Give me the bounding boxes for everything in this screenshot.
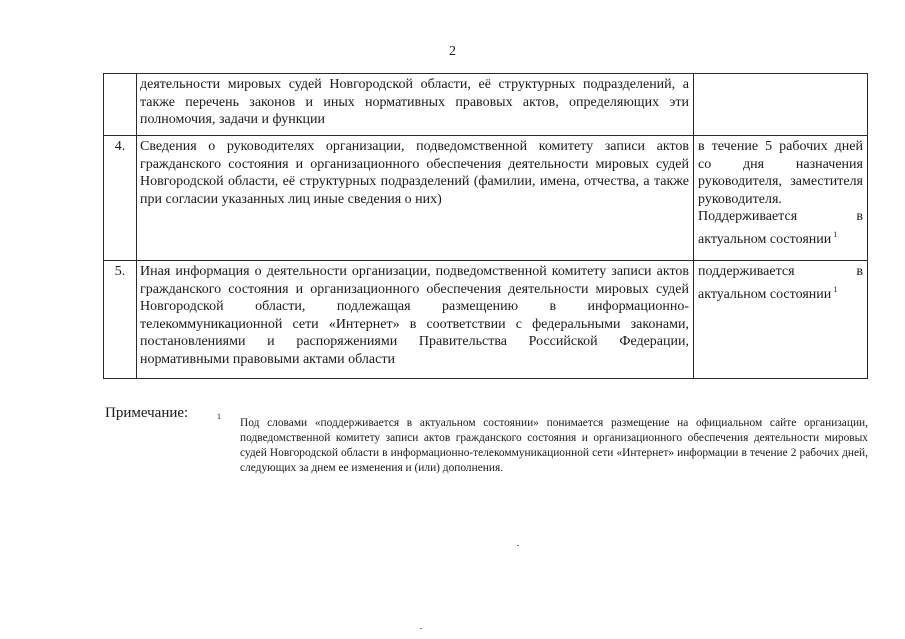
row-content: Иная информация о деятельности организации, подведомственной комитету записи актов гражданского состояния и организационного обеспечения деятельности мировых судей Новгородской области, подлежащая размещению в информационно-телекоммуникационной сети «Интернет» в соответствии с федеральными законами, постановлениями и распоряжениями Правительства Российской Федерации, нормативными правовыми актами области <box>137 261 694 379</box>
note-label: Примечание: <box>105 405 189 421</box>
term-maintenance <box>698 208 863 248</box>
page-number: 2 <box>449 44 456 59</box>
footnote-ref: 1 <box>833 284 838 294</box>
document-table <box>103 73 868 379</box>
term-deadline: в течение 5 рабочих дней со дня назначения руководителя, заместителя руководителя. <box>698 139 863 207</box>
row-number: 5. <box>104 261 137 379</box>
row-content: деятельности мировых судей Новгородской области, её структурных подразделений, а также перечень законов и иных нормативных правовых актов, определяющих эти полномочия, задачи и функции <box>137 74 694 136</box>
scan-speck <box>420 628 422 629</box>
table-row <box>104 136 868 261</box>
footnote-mark: 1 <box>217 412 221 421</box>
scan-speck <box>517 545 519 546</box>
footnote-text: Под словами «поддерживается в актуальном состоянии» понимается размещение на официальном сайте организации, подведомственной комитету записи актов гражданского состояния и организационного обеспечения деятельности мировых судей Новгородской области в информационно-телекоммуникационной сети «Интернет» информации в течение 2 рабочих дней, следующих за днем ее изменения и (или) дополнения. <box>240 417 868 474</box>
term-maintenance-text: поддерживается в актуальном состоянии <box>698 264 863 302</box>
row-content: Сведения о руководителях организации, подведомственной комитету записи актов гражданского состояния и организационного обеспечения деятельности мировых судей Новгородской области, её структурных подразделений (фамилии, имена, отчества, а также при согласии указанных лиц иные сведения о них) <box>137 136 694 261</box>
footnote-ref: 1 <box>833 229 838 239</box>
row-number <box>104 74 137 136</box>
row-term <box>694 74 868 136</box>
table-row <box>104 261 868 379</box>
term-maintenance-text: Поддерживается в актуальном состоянии <box>698 209 863 247</box>
table-row <box>104 74 868 136</box>
row-number: 4. <box>104 136 137 261</box>
row-term <box>694 136 868 261</box>
row-term <box>694 261 868 379</box>
